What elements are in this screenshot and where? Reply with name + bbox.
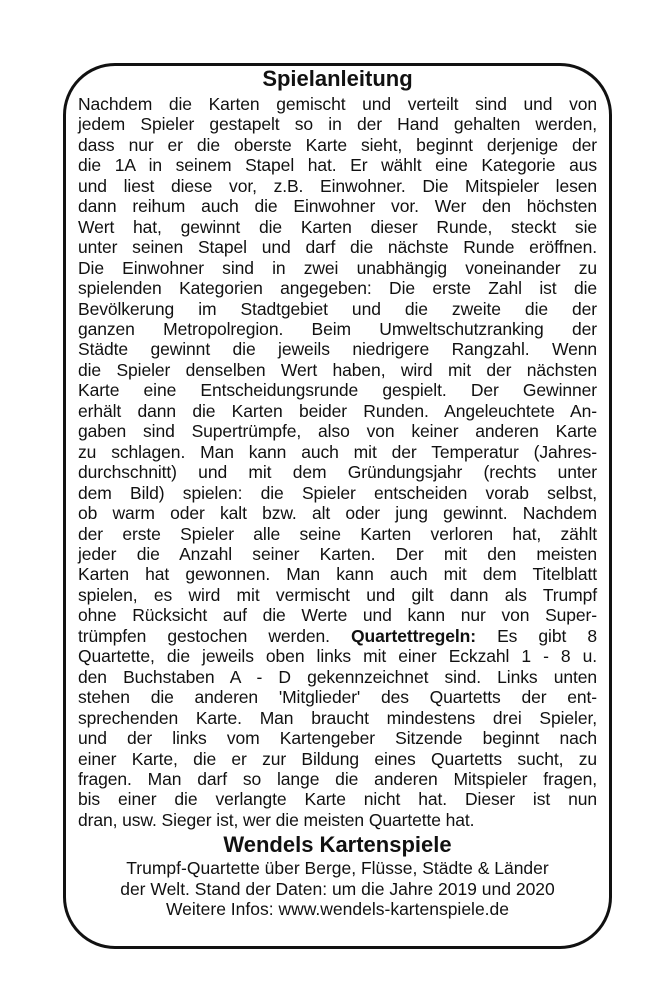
text-line-part: trümpfen gestochen werden. bbox=[78, 625, 330, 646]
text-line: dem Bild) spielen: die Spieler entscheiden vorab selbst, bbox=[78, 482, 597, 503]
text-line: und liest diese vor, z.B. Einwohner. Die Mitspieler lesen bbox=[78, 175, 597, 196]
text-line: dann reihum auch die Einwohner vor. Wer den höchsten bbox=[78, 196, 597, 217]
text-line: gaben sind Supertrümpfe, also von keiner anderen Karte bbox=[78, 421, 597, 442]
text-line: erhält dann die Karten beider Runden. Angeleuchtete An- bbox=[78, 400, 597, 421]
instructions-text bbox=[78, 94, 597, 830]
text-line: bis einer die verlangte Karte nicht hat. Dieser ist nun bbox=[78, 789, 597, 810]
footer-website: Weitere Infos: www.wendels-kartenspiele.de bbox=[165, 899, 510, 920]
text-line: ob warm oder kalt bzw. alt oder jung gewinnt. Nachdem bbox=[78, 503, 597, 524]
text-line: sprechenden Karte. Man braucht mindestens drei Spieler, bbox=[78, 707, 597, 728]
text-line: die 1A in seinem Stapel hat. Er wählt eine Kategorie aus bbox=[78, 155, 597, 176]
text-line: und der links vom Kartengeber Sitzende beginnt nach bbox=[78, 728, 597, 749]
text-line: durchschnitt) und mit dem Gründungsjahr (rechts unter bbox=[78, 462, 597, 483]
text-line: Städte gewinnt die jeweils niedrigere Rangzahl. Wenn bbox=[78, 339, 597, 360]
footer-line: der Welt. Stand der Daten: um die Jahre 2019 und 2020 bbox=[120, 878, 555, 899]
text-line: spielen, es wird mit vermischt und gilt dann als Trumpf bbox=[78, 584, 597, 605]
brand-name: Wendels Kartenspiele bbox=[223, 832, 452, 858]
text-line: die Spieler denselben Wert haben, wird mit der nächsten bbox=[78, 359, 597, 380]
footer-line: Trumpf-Quartette über Berge, Flüsse, Städte & Länder bbox=[126, 858, 549, 879]
text-line: jeder die Anzahl seiner Karten. Der mit den meisten bbox=[78, 543, 597, 564]
text-line-mixed bbox=[78, 626, 597, 646]
text-line: Bevölkerung im Stadtgebiet und die zweite die der bbox=[78, 298, 597, 319]
quartett-rules-heading: Quartettregeln: bbox=[351, 625, 476, 646]
text-line: jedem Spieler gestapelt so in der Hand gehalten werden, bbox=[78, 114, 597, 135]
text-line: Nachdem die Karten gemischt und verteilt sind und von bbox=[78, 94, 597, 114]
text-line: ohne Rücksicht auf die Werte und kann nur von Super- bbox=[78, 605, 597, 626]
text-line-part: Es gibt 8 bbox=[475, 625, 597, 646]
text-line: fragen. Man darf so lange die anderen Mitspieler fragen, bbox=[78, 768, 597, 789]
text-line: Wert hat, gewinnt die Karten dieser Runde, steckt sie bbox=[78, 216, 597, 237]
text-line: Karten hat gewonnen. Man kann auch mit dem Titelblatt bbox=[78, 564, 597, 585]
text-line: Karte eine Entscheidungsrunde gespielt. Der Gewinner bbox=[78, 380, 597, 401]
text-line: spielenden Kategorien angegeben: Die erste Zahl ist die bbox=[78, 278, 597, 299]
text-line: zu schlagen. Man kann auch mit der Temperatur (Jahres- bbox=[78, 441, 597, 462]
text-line: dass nur er die oberste Karte sieht, beginnt derjenige der bbox=[78, 134, 597, 155]
text-line: dran, usw. Sieger ist, wer die meisten Quartette hat. bbox=[78, 809, 475, 830]
card-content bbox=[78, 66, 597, 920]
text-line: unter seinen Stapel und darf die nächste Runde eröffnen. bbox=[78, 237, 597, 258]
text-line: ganzen Metropolregion. Beim Umweltschutzranking der bbox=[78, 318, 597, 339]
instructions-title: Spielanleitung bbox=[262, 66, 413, 91]
text-line: der erste Spieler alle seine Karten verloren hat, zählt bbox=[78, 523, 597, 544]
text-line: den Buchstaben A - D gekennzeichnet sind. Links unten bbox=[78, 666, 597, 687]
text-line: stehen die anderen 'Mitglieder' des Quartetts der ent- bbox=[78, 687, 597, 708]
text-line: Quartette, die jeweils oben links mit einer Eckzahl 1 - 8 u. bbox=[78, 646, 597, 667]
text-line: Die Einwohner sind in zwei unabhängig voneinander zu bbox=[78, 257, 597, 278]
text-line: einer Karte, die er zur Bildung eines Quartetts sucht, zu bbox=[78, 748, 597, 769]
